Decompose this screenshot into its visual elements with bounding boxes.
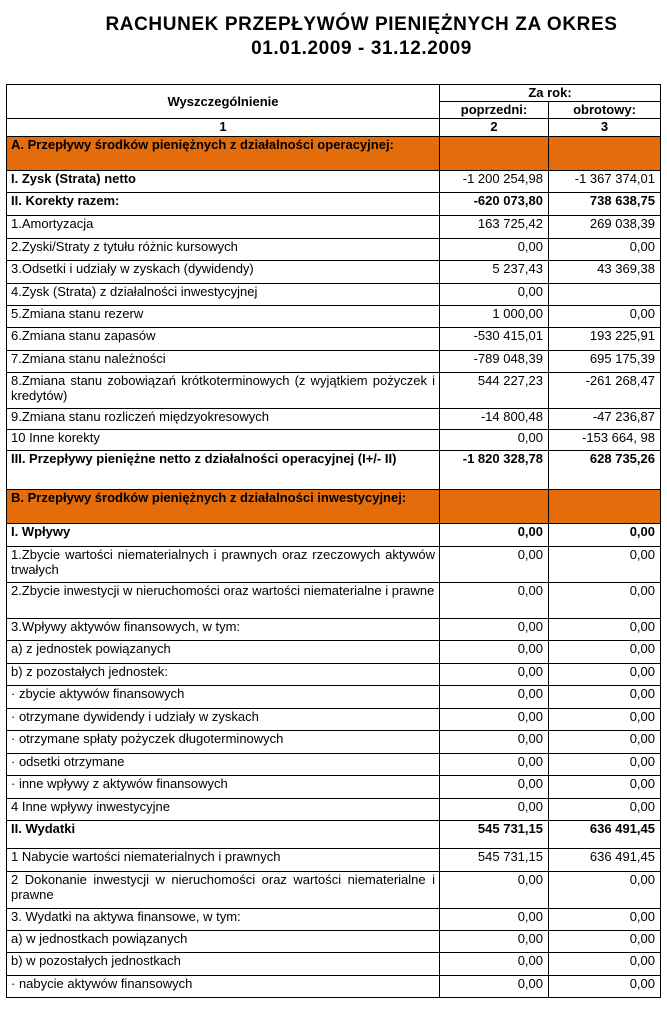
row-label: b) z pozostałych jednostek:: [7, 664, 440, 686]
row-prev: 0,00: [440, 776, 549, 799]
row-prev: 0,00: [440, 754, 549, 776]
row-curr: 0,00: [549, 953, 661, 976]
row-prev: 163 725,42: [440, 216, 549, 239]
row-prev: 0,00: [440, 799, 549, 821]
header-previous-year: poprzedni:: [440, 102, 549, 119]
row-label: 6.Zmiana stanu zapasów: [7, 328, 440, 351]
table-row: [7, 909, 661, 931]
row-curr: 0,00: [549, 583, 661, 619]
row-prev: 545 731,15: [440, 821, 549, 849]
row-label: 2.Zyski/Straty z tytułu różnic kursowych: [7, 239, 440, 261]
row-prev: 0,00: [440, 641, 549, 664]
row-curr: 0,00: [549, 799, 661, 821]
row-prev: -789 048,39: [440, 351, 549, 373]
table-row: [7, 373, 661, 409]
table-row: [7, 872, 661, 909]
row-prev: -530 415,01: [440, 328, 549, 351]
row-curr: 636 491,45: [549, 821, 661, 849]
row-curr: 0,00: [549, 872, 661, 909]
row-curr: -153 664, 98: [549, 430, 661, 451]
row-prev: 0,00: [440, 709, 549, 731]
row-curr: 269 038,39: [549, 216, 661, 239]
row-curr: -1 367 374,01: [549, 171, 661, 193]
table-row: [7, 261, 661, 284]
row-prev: 1 000,00: [440, 306, 549, 328]
row-curr: [549, 284, 661, 306]
header-col-number: 3: [549, 119, 661, 137]
report-title: RACHUNEK PRZEPŁYWÓW PIENIĘŻNYCH ZA OKRES: [105, 14, 618, 35]
row-curr: -261 268,47: [549, 373, 661, 409]
row-prev: 545 731,15: [440, 849, 549, 872]
row-label: II. Wydatki: [7, 821, 440, 849]
table-row: [7, 306, 661, 328]
table-row: [7, 451, 661, 490]
row-label: 1.Amortyzacja: [7, 216, 440, 239]
row-label: · zbycie aktywów finansowych: [7, 686, 440, 709]
row-prev: 0,00: [440, 976, 549, 998]
table-row: [7, 953, 661, 976]
row-curr: 0,00: [549, 754, 661, 776]
row-curr: 738 638,75: [549, 193, 661, 216]
row-curr: 0,00: [549, 909, 661, 931]
table-row: [7, 799, 661, 821]
row-curr: 628 735,26: [549, 451, 661, 490]
header-col-number: 2: [440, 119, 549, 137]
table-row: [7, 430, 661, 451]
row-curr: 0,00: [549, 524, 661, 547]
row-prev: 0,00: [440, 619, 549, 641]
table-row: [7, 239, 661, 261]
report-period: 01.01.2009 - 31.12.2009: [251, 38, 472, 59]
table-row: [7, 641, 661, 664]
row-label: I. Wpływy: [7, 524, 440, 547]
table-row: [7, 709, 661, 731]
row-label: · otrzymane spłaty pożyczek długoterminowych: [7, 731, 440, 754]
row-label: 9.Zmiana stanu rozliczeń międzyokresowych: [7, 409, 440, 430]
row-prev: 0,00: [440, 872, 549, 909]
table-row: [7, 664, 661, 686]
header-current-year: obrotowy:: [549, 102, 661, 119]
row-prev: 0,00: [440, 547, 549, 583]
row-curr: [549, 490, 661, 524]
row-curr: 0,00: [549, 306, 661, 328]
row-curr: 0,00: [549, 709, 661, 731]
row-label: b) w pozostałych jednostkach: [7, 953, 440, 976]
table-row: [7, 328, 661, 351]
row-curr: 0,00: [549, 686, 661, 709]
row-curr: 0,00: [549, 641, 661, 664]
row-label: 8.Zmiana stanu zobowiązań krótkoterminowych (z wyjątkiem pożyczek i kredytów): [7, 373, 440, 409]
row-curr: 0,00: [549, 664, 661, 686]
row-label: 5.Zmiana stanu rezerw: [7, 306, 440, 328]
row-prev: 0,00: [440, 686, 549, 709]
row-prev: -620 073,80: [440, 193, 549, 216]
row-prev: 0,00: [440, 583, 549, 619]
table-row: [7, 409, 661, 430]
row-curr: -47 236,87: [549, 409, 661, 430]
row-label: A. Przepływy środków pieniężnych z działalności operacyjnej:: [7, 137, 440, 171]
row-curr: [549, 137, 661, 171]
table-row: [7, 821, 661, 849]
row-label: · inne wpływy z aktywów finansowych: [7, 776, 440, 799]
table-row: [7, 931, 661, 953]
table-row: [7, 976, 661, 998]
row-label: 3.Wpływy aktywów finansowych, w tym:: [7, 619, 440, 641]
row-prev: 0,00: [440, 909, 549, 931]
row-prev: 0,00: [440, 284, 549, 306]
table-row: [7, 490, 661, 524]
row-curr: 0,00: [549, 731, 661, 754]
row-label: · nabycie aktywów finansowych: [7, 976, 440, 998]
row-curr: 0,00: [549, 976, 661, 998]
row-label: 3.Odsetki i udziały w zyskach (dywidendy): [7, 261, 440, 284]
row-prev: 0,00: [440, 953, 549, 976]
table-row: [7, 754, 661, 776]
table-row: [7, 619, 661, 641]
header-col-number: 1: [7, 119, 440, 137]
row-label: 7.Zmiana stanu należności: [7, 351, 440, 373]
cash-flow-table: [6, 84, 661, 998]
table-row: [7, 524, 661, 547]
table-row: [7, 284, 661, 306]
row-label: 2 Dokonanie inwestycji w nieruchomości oraz wartości niematerialne i prawne: [7, 872, 440, 909]
header-za-rok: Za rok:: [440, 85, 661, 102]
row-label: · odsetki otrzymane: [7, 754, 440, 776]
row-curr: 0,00: [549, 931, 661, 953]
row-curr: 636 491,45: [549, 849, 661, 872]
row-prev: 0,00: [440, 239, 549, 261]
table-row: [7, 849, 661, 872]
table-row: [7, 547, 661, 583]
table-row: [7, 216, 661, 239]
table-row: [7, 171, 661, 193]
row-prev: 0,00: [440, 664, 549, 686]
table-row: [7, 351, 661, 373]
row-prev: [440, 490, 549, 524]
table-row: [7, 686, 661, 709]
row-prev: 0,00: [440, 931, 549, 953]
row-prev: -14 800,48: [440, 409, 549, 430]
row-label: 2.Zbycie inwestycji w nieruchomości oraz wartości niematerialne i prawne: [7, 583, 440, 619]
row-label: 4 Inne wpływy inwestycyjne: [7, 799, 440, 821]
row-label: 4.Zysk (Strata) z działalności inwestycyjnej: [7, 284, 440, 306]
row-label: a) w jednostkach powiązanych: [7, 931, 440, 953]
row-label: 1 Nabycie wartości niematerialnych i prawnych: [7, 849, 440, 872]
row-label: 10 Inne korekty: [7, 430, 440, 451]
row-prev: [440, 137, 549, 171]
header-description: Wyszczególnienie: [7, 85, 440, 119]
row-prev: -1 200 254,98: [440, 171, 549, 193]
row-prev: 0,00: [440, 430, 549, 451]
row-label: B. Przepływy środków pieniężnych z działalności inwestycyjnej:: [7, 490, 440, 524]
row-curr: 0,00: [549, 776, 661, 799]
table-row: [7, 731, 661, 754]
table-row: [7, 193, 661, 216]
table-row: [7, 776, 661, 799]
row-curr: 0,00: [549, 619, 661, 641]
row-label: 1.Zbycie wartości niematerialnych i prawnych oraz rzeczowych aktywów trwałych: [7, 547, 440, 583]
row-label: 3. Wydatki na aktywa finansowe, w tym:: [7, 909, 440, 931]
table-row: [7, 583, 661, 619]
table-row: [7, 137, 661, 171]
row-curr: 193 225,91: [549, 328, 661, 351]
row-label: III. Przepływy pieniężne netto z działalności operacyjnej (I+/- II): [7, 451, 440, 490]
row-curr: 0,00: [549, 239, 661, 261]
row-curr: 43 369,38: [549, 261, 661, 284]
row-prev: 5 237,43: [440, 261, 549, 284]
row-label: a) z jednostek powiązanych: [7, 641, 440, 664]
row-label: II. Korekty razem:: [7, 193, 440, 216]
row-label: · otrzymane dywidendy i udziały w zyskach: [7, 709, 440, 731]
row-curr: 0,00: [549, 547, 661, 583]
row-prev: 0,00: [440, 731, 549, 754]
row-prev: 0,00: [440, 524, 549, 547]
row-prev: -1 820 328,78: [440, 451, 549, 490]
row-prev: 544 227,23: [440, 373, 549, 409]
row-curr: 695 175,39: [549, 351, 661, 373]
row-label: I. Zysk (Strata) netto: [7, 171, 440, 193]
